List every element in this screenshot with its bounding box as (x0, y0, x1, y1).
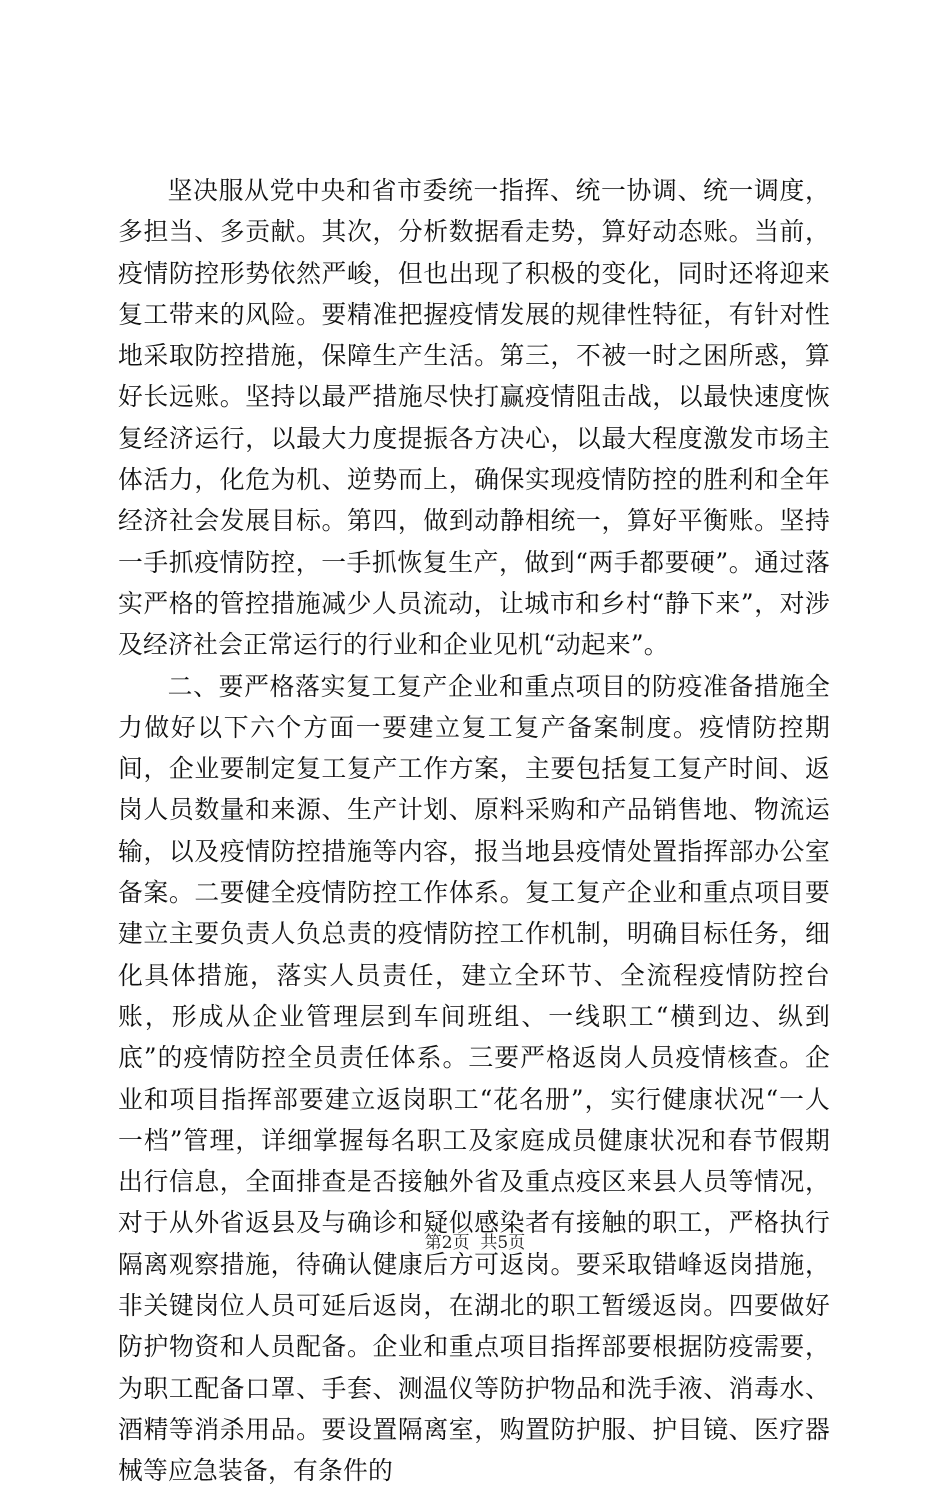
paragraph-2: 二、要严格落实复工复产企业和重点项目的防疫准备措施全力做好以下六个方面一要建立复工复产备案制度。疫情防控期间，企业要制定复工复产工作方案，主要包括复工复产时间、返岗人员数量和来源、生产计划、原料采购和产品销售地、物流运输，以及疫情防控措施等内容，报当地县疫情处置指挥部办公室备案。二要健全疫情防控工作体系。复工复产企业和重点项目要建立主要负责人负总责的疫情防控工作机制，明确目标任务，细化具体措施，落实人员责任，建立全环节、全流程疫情防控台账，形成从企业管理层到车间班组、一线职工“横到边、纵到底”的疫情防控全员责任体系。三要严格返岗人员疫情核查。企业和项目指挥部要建立返岗职工“花名册”，实行健康状况“一人一档”管理，详细掌握每名职工及家庭成员健康状况和春节假期出行信息，全面排查是否接触外省及重点疫区来县人员等情况，对于从外省返县及与确诊和疑似感染者有接触的职工，严格执行隔离观察措施，待确认健康后方可返岗。要采取错峰返岗措施，非关键岗位人员可延后返岗，在湖北的职工暂缓返岗。四要做好防护物资和人员配备。企业和重点项目指挥部要根据防疫需要，为职工配备口罩、手套、测温仪等防护物品和洗手液、消毒水、酒精等消杀用品。要设置隔离室，购置防护服、护目镜、医疗器械等应急装备，有条件的 (118, 671, 830, 1486)
page-number-footer: 第2页 共5页 (424, 1233, 526, 1253)
paragraph-1: 坚决服从党中央和省市委统一指挥、统一协调、统一调度，多担当、多贡献。其次，分析数据看走势，算好动态账。当前，疫情防控形势依然严峻，但也出现了积极的变化，同时还将迎来复工带来的风险。要精准把握疫情发展的规律性特征，有针对性地采取防控措施，保障生产生活。第三，不被一时之困所惑，算好长远账。坚持以最严措施尽快打赢疫情阻击战，以最快速度恢复经济运行，以最大力度提振各方决心，以最大程度激发市场主体活力，化危为机、逆势而上，确保实现疫情防控的胜利和全年经济社会发展目标。第四，做到动静相统一，算好平衡账。坚持一手抓疫情防控，一手抓恢复生产，做到“两手都要硬”。通过落实严格的管控措施减少人员流动，让城市和乡村“静下来”，对涉及经济社会正常运行的行业和企业见机“动起来”。 (118, 176, 830, 660)
document-body (118, 170, 830, 1492)
